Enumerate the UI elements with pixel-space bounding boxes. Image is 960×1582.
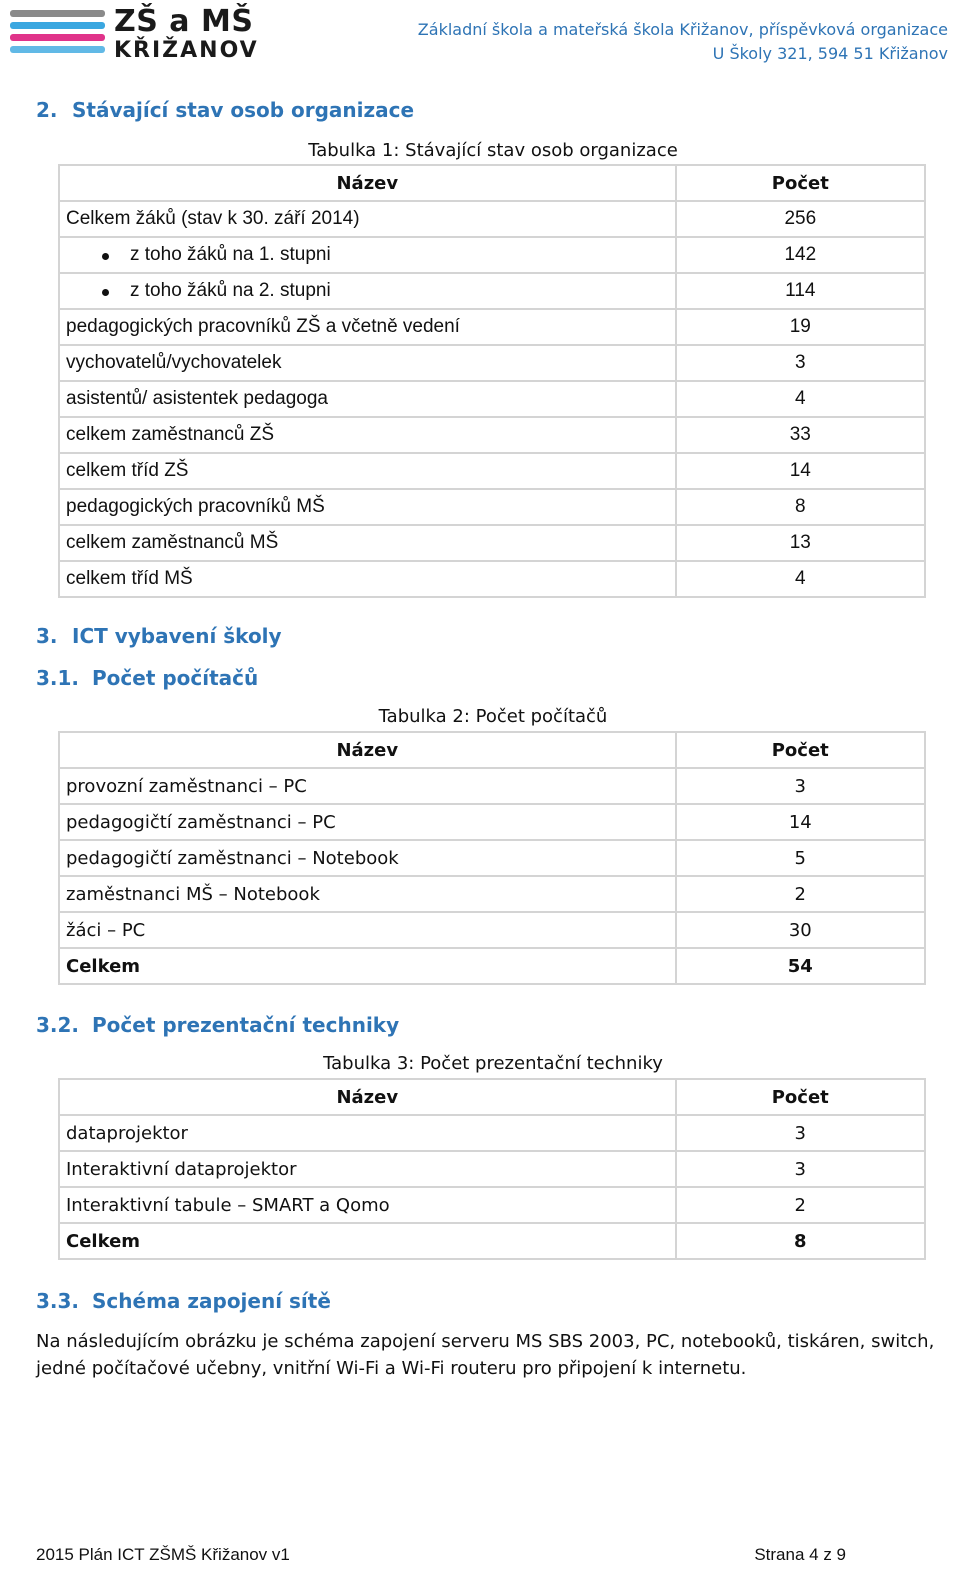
row-value: 3 xyxy=(676,345,925,381)
logo-text-line2: KŘIŽANOV xyxy=(114,38,259,63)
table-row xyxy=(59,1115,925,1151)
row-value: 256 xyxy=(676,201,925,237)
section-3-heading xyxy=(36,624,282,648)
table-row xyxy=(59,912,925,948)
table-row xyxy=(59,768,925,804)
table-row xyxy=(59,1187,925,1223)
row-value: 19 xyxy=(676,309,925,345)
row-value: 3 xyxy=(676,1115,925,1151)
table-header-row xyxy=(59,732,925,768)
row-label: provozní zaměstnanci – PC xyxy=(59,768,676,804)
organization-address: U Školy 321, 594 51 Křižanov xyxy=(712,44,948,63)
organization-name: Základní škola a mateřská škola Křižanov, příspěvková organizace xyxy=(417,20,948,39)
section-title: Počet počítačů xyxy=(92,666,259,690)
row-label: z toho žáků na 1. stupni xyxy=(59,237,676,273)
column-header-count: Počet xyxy=(676,732,925,768)
table-row xyxy=(59,525,925,561)
row-label: Celkem žáků (stav k 30. září 2014) xyxy=(59,201,676,237)
row-label: pedagogických pracovníků MŠ xyxy=(59,489,676,525)
footer-document-name: 2015 Plán ICT ZŠMŠ Křižanov v1 xyxy=(36,1545,290,1564)
table-3-caption: Tabulka 3: Počet prezentační techniky xyxy=(323,1053,663,1074)
row-value: 3 xyxy=(676,1151,925,1187)
row-value: 33 xyxy=(676,417,925,453)
row-label: pedagogických pracovníků ZŠ a včetně vedení xyxy=(59,309,676,345)
row-label: celkem zaměstnanců MŠ xyxy=(59,525,676,561)
section-3-3-heading xyxy=(36,1289,331,1313)
row-label: pedagogičtí zaměstnanci – PC xyxy=(59,804,676,840)
section-title: Stávající stav osob organizace xyxy=(72,98,415,122)
table-row xyxy=(59,345,925,381)
table-total-row xyxy=(59,1223,925,1259)
table-row xyxy=(59,876,925,912)
section-title: Schéma zapojení sítě xyxy=(92,1289,331,1313)
section-number: 3.1. xyxy=(36,666,80,690)
row-label: Interaktivní tabule – SMART a Qomo xyxy=(59,1187,676,1223)
row-value: 2 xyxy=(676,876,925,912)
row-label: dataprojektor xyxy=(59,1115,676,1151)
row-value: 14 xyxy=(676,453,925,489)
table-row xyxy=(59,1151,925,1187)
row-value: 13 xyxy=(676,525,925,561)
table-row xyxy=(59,804,925,840)
column-header-count: Počet xyxy=(676,165,925,201)
row-label: celkem tříd ZŠ xyxy=(59,453,676,489)
table-computers xyxy=(58,731,926,985)
row-value: 4 xyxy=(676,561,925,597)
row-label: asistentů/ asistentek pedagoga xyxy=(59,381,676,417)
table-row xyxy=(59,453,925,489)
table-row xyxy=(59,273,925,309)
row-value: 30 xyxy=(676,912,925,948)
logo-stripe-lightblue xyxy=(10,46,105,53)
network-schema-paragraph: Na následujícím obrázku je schéma zapojení serveru MS SBS 2003, PC, notebooků, tiskáren, switch, jedné počítačové učebny, vnitřní Wi-Fi a Wi-Fi routeru pro připojení k internetu. xyxy=(36,1331,935,1379)
table-header-row xyxy=(59,165,925,201)
row-value: 2 xyxy=(676,1187,925,1223)
total-label: Celkem xyxy=(59,1223,676,1259)
section-3-2-heading xyxy=(36,1013,399,1037)
table-row xyxy=(59,840,925,876)
logo-stripe-blue xyxy=(10,22,105,29)
row-value: 3 xyxy=(676,768,925,804)
column-header-count: Počet xyxy=(676,1079,925,1115)
column-header-name: Název xyxy=(59,732,676,768)
footer-page-number: Strana 4 z 9 xyxy=(754,1545,846,1564)
logo-text-line1: ZŠ a MŠ xyxy=(114,4,254,39)
row-label: z toho žáků na 2. stupni xyxy=(59,273,676,309)
table-1-caption: Tabulka 1: Stávající stav osob organizace xyxy=(308,140,678,161)
row-value: 142 xyxy=(676,237,925,273)
table-row xyxy=(59,309,925,345)
table-row xyxy=(59,201,925,237)
section-number: 3. xyxy=(36,624,58,648)
organization-info xyxy=(418,18,948,66)
row-value: 5 xyxy=(676,840,925,876)
row-label: vychovatelů/vychovatelek xyxy=(59,345,676,381)
row-value: 14 xyxy=(676,804,925,840)
section-number: 2. xyxy=(36,98,58,122)
total-label: Celkem xyxy=(59,948,676,984)
section-3-1-heading xyxy=(36,666,258,690)
row-value: 4 xyxy=(676,381,925,417)
row-label: pedagogičtí zaměstnanci – Notebook xyxy=(59,840,676,876)
table-header-row xyxy=(59,1079,925,1115)
table-persons xyxy=(58,164,926,598)
section-number: 3.2. xyxy=(36,1013,80,1037)
table-total-row xyxy=(59,948,925,984)
table-row xyxy=(59,561,925,597)
section-title: Počet prezentační techniky xyxy=(92,1013,400,1037)
table-row xyxy=(59,489,925,525)
logo-stripe-pink xyxy=(10,34,105,41)
total-value: 54 xyxy=(676,948,925,984)
section-title: ICT vybavení školy xyxy=(72,624,282,648)
table-row xyxy=(59,381,925,417)
row-value: 8 xyxy=(676,489,925,525)
table-row xyxy=(59,237,925,273)
logo-stripe-gray xyxy=(10,10,105,17)
table-presentation xyxy=(58,1078,926,1260)
table-row xyxy=(59,417,925,453)
section-number: 3.3. xyxy=(36,1289,80,1313)
row-label: celkem zaměstnanců ZŠ xyxy=(59,417,676,453)
row-label: celkem tříd MŠ xyxy=(59,561,676,597)
column-header-name: Název xyxy=(59,1079,676,1115)
page-header xyxy=(0,0,960,75)
school-logo xyxy=(10,4,259,66)
row-label: zaměstnanci MŠ – Notebook xyxy=(59,876,676,912)
row-label: Interaktivní dataprojektor xyxy=(59,1151,676,1187)
section-2-heading xyxy=(36,98,414,122)
row-label: žáci – PC xyxy=(59,912,676,948)
row-value: 114 xyxy=(676,273,925,309)
total-value: 8 xyxy=(676,1223,925,1259)
table-2-caption: Tabulka 2: Počet počítačů xyxy=(378,706,608,727)
column-header-name: Název xyxy=(59,165,676,201)
